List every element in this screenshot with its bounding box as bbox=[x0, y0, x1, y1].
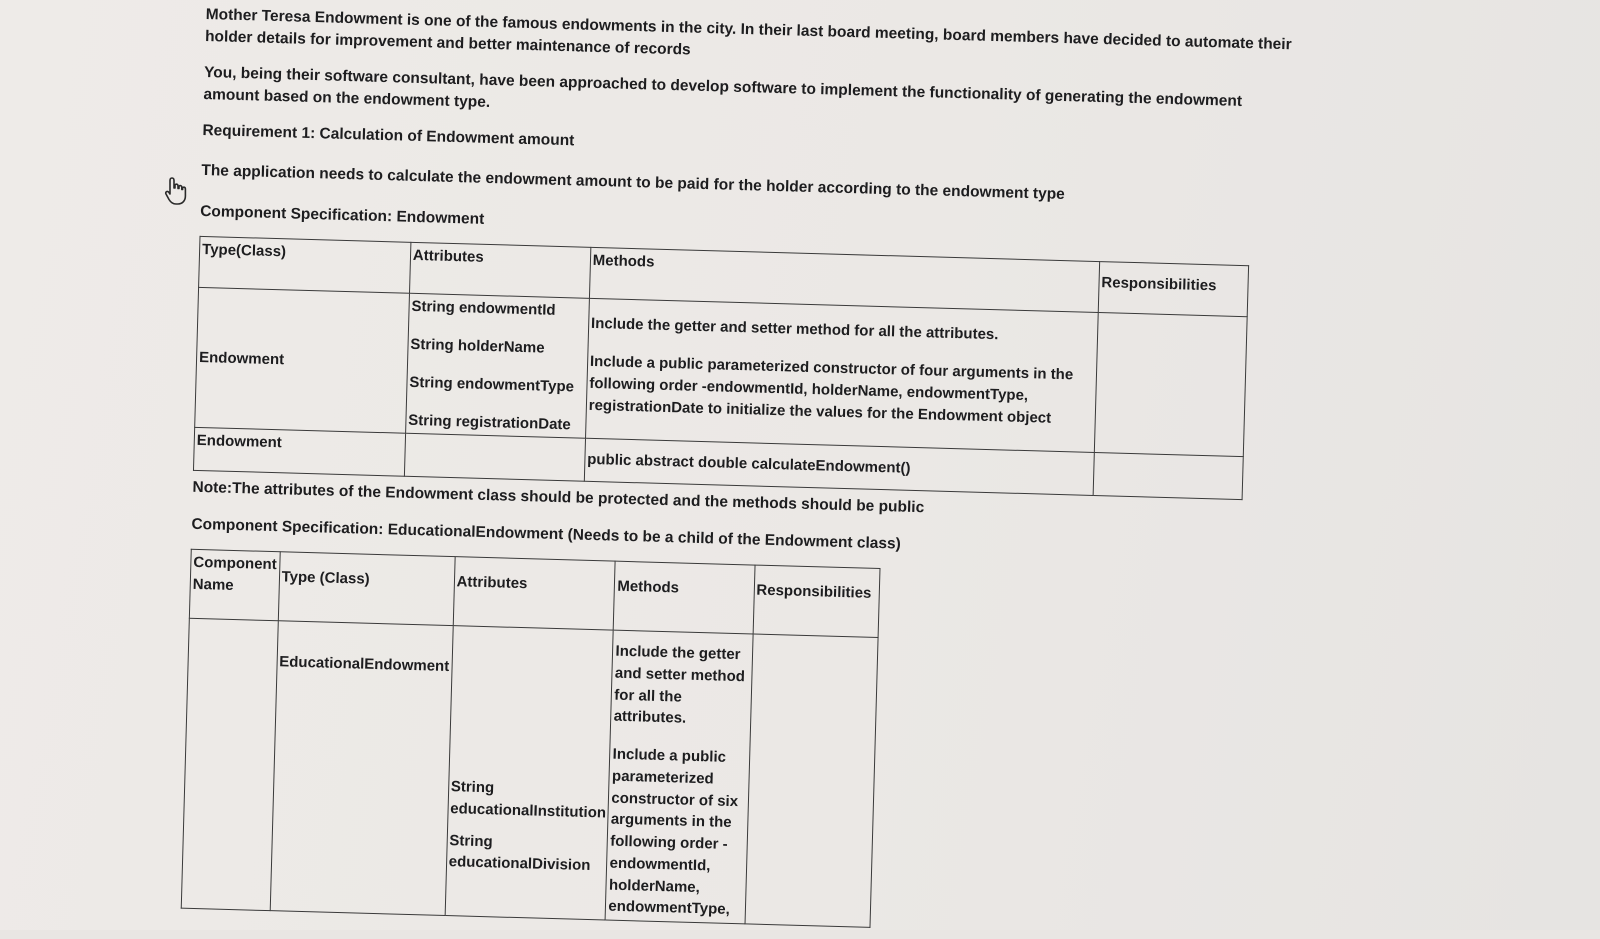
endowment-spec-table bbox=[193, 236, 1249, 500]
header-type: Type (Class) bbox=[278, 552, 455, 626]
requirement-title: Requirement 1: Calculation of Endowment amount bbox=[202, 121, 575, 150]
header-attributes: Attributes bbox=[453, 557, 616, 630]
attribute-holder-name: String holderName bbox=[410, 335, 545, 357]
note-text: Note:The attributes of the Endowment class should be protected and the methods should be public bbox=[192, 479, 925, 517]
spec2-title: Component Specification: EducationalEndowment (Needs to be a child of the Endowment class) bbox=[191, 515, 902, 553]
requirement-description: The application needs to calculate the endowment amount to be paid for the holder according to the endowment type bbox=[201, 162, 1066, 204]
cell-responsibilities bbox=[1093, 453, 1243, 500]
header-responsibilities: Responsibilities bbox=[1098, 262, 1249, 317]
cell-attributes bbox=[405, 294, 589, 439]
method-constructor: Include a public parameterized constructor of four arguments in the following order -endowmentId, holderName, endowmentType, registrationDate to initialize the values for the Endowment object bbox=[588, 352, 1074, 427]
cell-type: EducationalEndowment bbox=[270, 621, 453, 916]
header-attributes: Attributes bbox=[409, 243, 590, 299]
header-responsibilities: Responsibilities bbox=[753, 565, 880, 637]
attribute-educational-institution: String educationalInstitution bbox=[450, 778, 607, 822]
intro-paragraph-2: You, being their software consultant, have been approached to develop software to implement the functionality of generating the endowment amount based on the endowment type. bbox=[203, 63, 1243, 112]
cell-responsibilities bbox=[1094, 313, 1247, 457]
spec1-title: Component Specification: Endowment bbox=[199, 202, 485, 228]
intro-paragraph-1: Mother Teresa Endowment is one of the famous endowments in the city. In their last board meeting, board members have decided to automate their holder details for improvement and better maintenance of records bbox=[204, 5, 1292, 60]
cell-component-name bbox=[181, 618, 278, 910]
method-getters-setters: Include the getter and setter method for all the attributes. bbox=[613, 642, 746, 728]
attribute-endowment-id: String endowmentId bbox=[411, 298, 556, 320]
cell-attributes bbox=[404, 434, 585, 482]
document-content bbox=[181, 4, 1296, 939]
hand-pointer-icon bbox=[163, 176, 189, 206]
cell-responsibilities bbox=[745, 634, 878, 927]
cell-type: Endowment bbox=[195, 288, 410, 434]
header-component-name: Component Name bbox=[189, 550, 279, 621]
attribute-registration-date: String registrationDate bbox=[408, 411, 572, 433]
cell-methods bbox=[585, 299, 1098, 453]
header-type: Type(Class) bbox=[199, 237, 411, 294]
cell-attributes bbox=[445, 626, 614, 920]
cell-type: Endowment bbox=[193, 428, 405, 477]
method-constructor: Include a public parameterized constructor of six arguments in the following order - endowmentId, holderName, endowmentType, bbox=[608, 745, 739, 919]
cell-methods bbox=[606, 630, 753, 924]
attribute-educational-division: String educationalDivision bbox=[448, 831, 591, 875]
table-row bbox=[181, 618, 878, 927]
header-methods: Methods bbox=[589, 248, 1099, 313]
cell-methods: public abstract double calculateEndowment() bbox=[584, 439, 1094, 496]
educational-endowment-spec-table bbox=[181, 549, 881, 928]
header-methods: Methods bbox=[614, 561, 755, 634]
attribute-endowment-type: String endowmentType bbox=[409, 373, 575, 396]
method-getters-setters: Include the getter and setter method for all the attributes. bbox=[590, 315, 999, 344]
